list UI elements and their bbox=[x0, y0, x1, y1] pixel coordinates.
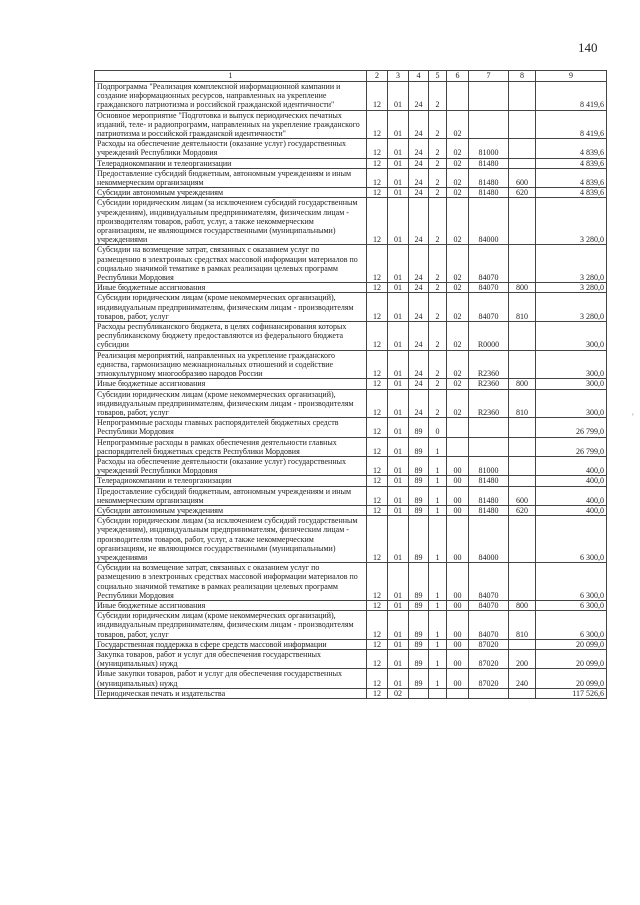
table-row bbox=[95, 600, 607, 610]
cell-direction: 81480 bbox=[469, 188, 509, 198]
cell-subsection: 01 bbox=[388, 139, 409, 158]
cell-subprogram: 1 bbox=[429, 476, 447, 486]
table-row bbox=[95, 293, 607, 322]
cell-main-activity: 02 bbox=[447, 188, 469, 198]
cell-program: 24 bbox=[409, 379, 429, 389]
table-row bbox=[95, 688, 607, 698]
cell-subprogram: 1 bbox=[429, 437, 447, 456]
cell-amount: 3 280,0 bbox=[536, 283, 607, 293]
cell-expense-type bbox=[509, 198, 536, 245]
cell-amount: 400,0 bbox=[536, 505, 607, 515]
cell-subsection: 01 bbox=[388, 110, 409, 139]
cell-subsection: 01 bbox=[388, 188, 409, 198]
cell-amount: 400,0 bbox=[536, 456, 607, 475]
cell-program: 89 bbox=[409, 437, 429, 456]
column-header-direction: 7 bbox=[469, 71, 509, 82]
cell-amount: 3 280,0 bbox=[536, 245, 607, 283]
cell-amount: 20 099,0 bbox=[536, 649, 607, 668]
cell-section: 12 bbox=[367, 505, 388, 515]
cell-subprogram: 1 bbox=[429, 649, 447, 668]
cell-main-activity: 02 bbox=[447, 322, 469, 351]
cell-section: 12 bbox=[367, 389, 388, 418]
cell-direction: R2360 bbox=[469, 350, 509, 379]
cell-name: Предоставление субсидий бюджетным, автономным учреждениям и иным некоммерческим организациям bbox=[95, 486, 367, 505]
cell-program: 89 bbox=[409, 639, 429, 649]
cell-subsection: 01 bbox=[388, 82, 409, 111]
cell-expense-type: 200 bbox=[509, 649, 536, 668]
cell-main-activity: 02 bbox=[447, 245, 469, 283]
cell-amount: 8 419,6 bbox=[536, 110, 607, 139]
cell-direction: R2360 bbox=[469, 379, 509, 389]
cell-expense-type: 810 bbox=[509, 293, 536, 322]
cell-subsection: 01 bbox=[388, 486, 409, 505]
cell-subsection: 01 bbox=[388, 389, 409, 418]
cell-subprogram: 2 bbox=[429, 158, 447, 168]
cell-section: 12 bbox=[367, 82, 388, 111]
cell-direction: 81480 bbox=[469, 486, 509, 505]
cell-program: 89 bbox=[409, 516, 429, 563]
cell-expense-type bbox=[509, 516, 536, 563]
cell-amount: 6 300,0 bbox=[536, 611, 607, 640]
cell-amount: 4 839,6 bbox=[536, 158, 607, 168]
cell-amount: 300,0 bbox=[536, 389, 607, 418]
cell-subsection: 01 bbox=[388, 516, 409, 563]
cell-subprogram: 0 bbox=[429, 418, 447, 437]
cell-section: 12 bbox=[367, 168, 388, 187]
table-row bbox=[95, 350, 607, 379]
table-row bbox=[95, 649, 607, 668]
cell-subprogram: 2 bbox=[429, 293, 447, 322]
cell-subprogram: 1 bbox=[429, 600, 447, 610]
table-row bbox=[95, 110, 607, 139]
cell-name: Телерадиокомпании и телеорганизации bbox=[95, 476, 367, 486]
cell-section: 12 bbox=[367, 649, 388, 668]
cell-subsection: 01 bbox=[388, 379, 409, 389]
cell-section: 12 bbox=[367, 456, 388, 475]
cell-direction: 84070 bbox=[469, 600, 509, 610]
table-header-row bbox=[95, 71, 607, 82]
cell-expense-type bbox=[509, 563, 536, 601]
cell-subsection: 01 bbox=[388, 322, 409, 351]
cell-amount: 6 300,0 bbox=[536, 563, 607, 601]
cell-subprogram: 2 bbox=[429, 168, 447, 187]
cell-subprogram: 2 bbox=[429, 379, 447, 389]
cell-expense-type bbox=[509, 158, 536, 168]
table-row bbox=[95, 389, 607, 418]
cell-main-activity bbox=[447, 688, 469, 698]
cell-name: Расходы на обеспечение деятельности (оказание услуг) государственных учреждений Республики Мордовия bbox=[95, 139, 367, 158]
cell-subprogram: 1 bbox=[429, 486, 447, 505]
cell-program: 24 bbox=[409, 389, 429, 418]
cell-expense-type: 240 bbox=[509, 669, 536, 688]
cell-subprogram: 1 bbox=[429, 563, 447, 601]
cell-subprogram: 1 bbox=[429, 456, 447, 475]
table-row bbox=[95, 139, 607, 158]
cell-subsection: 01 bbox=[388, 293, 409, 322]
cell-direction bbox=[469, 110, 509, 139]
page-number: 140 bbox=[578, 40, 598, 55]
cell-program bbox=[409, 688, 429, 698]
cell-section: 12 bbox=[367, 350, 388, 379]
cell-name: Иные бюджетные ассигнования bbox=[95, 283, 367, 293]
cell-program: 89 bbox=[409, 505, 429, 515]
cell-subprogram: 2 bbox=[429, 322, 447, 351]
cell-section: 12 bbox=[367, 245, 388, 283]
cell-section: 12 bbox=[367, 322, 388, 351]
cell-name: Предоставление субсидий бюджетным, автономным учреждениям и иным некоммерческим организациям bbox=[95, 168, 367, 187]
cell-name: Иные бюджетные ассигнования bbox=[95, 379, 367, 389]
cell-subsection: 01 bbox=[388, 437, 409, 456]
cell-direction: 81480 bbox=[469, 476, 509, 486]
cell-program: 89 bbox=[409, 456, 429, 475]
cell-subsection: 01 bbox=[388, 350, 409, 379]
cell-name: Расходы республиканского бюджета, в целях софинансирования которых республиканскому бюджету предоставляются из федерального бюджета субсидии bbox=[95, 322, 367, 351]
cell-direction: 84070 bbox=[469, 293, 509, 322]
cell-main-activity: 02 bbox=[447, 389, 469, 418]
cell-direction bbox=[469, 437, 509, 456]
cell-program: 89 bbox=[409, 418, 429, 437]
cell-program: 89 bbox=[409, 611, 429, 640]
scan-mark: ' bbox=[632, 412, 634, 422]
cell-direction: 84000 bbox=[469, 516, 509, 563]
table-row bbox=[95, 456, 607, 475]
table-row bbox=[95, 82, 607, 111]
cell-main-activity: 02 bbox=[447, 158, 469, 168]
cell-subprogram: 1 bbox=[429, 669, 447, 688]
cell-amount: 26 799,0 bbox=[536, 437, 607, 456]
cell-subsection: 01 bbox=[388, 456, 409, 475]
cell-subsection: 02 bbox=[388, 688, 409, 698]
cell-name: Субсидии юридическим лицам (за исключением субсидий государственным учреждениям), индивидуальным предпринимателям, физическим лицам - производителям товаров, работ, услуг, а также некоммерческим организациям, не являющимся государственными (муниципальными) учреждениями bbox=[95, 516, 367, 563]
table-row bbox=[95, 322, 607, 351]
cell-expense-type: 800 bbox=[509, 379, 536, 389]
cell-main-activity: 00 bbox=[447, 649, 469, 668]
table-row bbox=[95, 198, 607, 245]
cell-subsection: 01 bbox=[388, 505, 409, 515]
cell-main-activity: 00 bbox=[447, 505, 469, 515]
table-row bbox=[95, 486, 607, 505]
cell-program: 24 bbox=[409, 82, 429, 111]
cell-subsection: 01 bbox=[388, 158, 409, 168]
cell-subprogram: 2 bbox=[429, 82, 447, 111]
cell-subsection: 01 bbox=[388, 245, 409, 283]
cell-main-activity bbox=[447, 82, 469, 111]
cell-name: Субсидии юридическим лицам (кроме некоммерческих организаций), индивидуальным предпринимателям, физическим лицам - производителям товаров, работ, услуг bbox=[95, 611, 367, 640]
table-row bbox=[95, 437, 607, 456]
cell-main-activity: 02 bbox=[447, 379, 469, 389]
cell-main-activity: 02 bbox=[447, 198, 469, 245]
cell-direction bbox=[469, 688, 509, 698]
cell-name: Расходы на обеспечение деятельности (оказание услуг) государственных учреждений Республики Мордовия bbox=[95, 456, 367, 475]
cell-subprogram: 1 bbox=[429, 611, 447, 640]
column-header-name: 1 bbox=[95, 71, 367, 82]
table-body bbox=[95, 82, 607, 699]
cell-section: 12 bbox=[367, 293, 388, 322]
cell-subprogram bbox=[429, 688, 447, 698]
cell-amount: 300,0 bbox=[536, 322, 607, 351]
cell-expense-type bbox=[509, 350, 536, 379]
cell-amount: 300,0 bbox=[536, 350, 607, 379]
cell-program: 24 bbox=[409, 198, 429, 245]
cell-subprogram: 2 bbox=[429, 110, 447, 139]
cell-program: 24 bbox=[409, 245, 429, 283]
cell-expense-type bbox=[509, 82, 536, 111]
cell-program: 89 bbox=[409, 486, 429, 505]
budget-table bbox=[94, 70, 607, 699]
cell-subsection: 01 bbox=[388, 283, 409, 293]
cell-section: 12 bbox=[367, 188, 388, 198]
cell-expense-type bbox=[509, 639, 536, 649]
cell-name: Субсидии автономным учреждениям bbox=[95, 188, 367, 198]
column-header-program: 4 bbox=[409, 71, 429, 82]
table-row bbox=[95, 505, 607, 515]
cell-section: 12 bbox=[367, 158, 388, 168]
cell-name: Субсидии автономным учреждениям bbox=[95, 505, 367, 515]
column-header-expense-type: 8 bbox=[509, 71, 536, 82]
cell-section: 12 bbox=[367, 139, 388, 158]
cell-name: Субсидии юридическим лицам (за исключением субсидий государственным учреждениям), индивидуальным предпринимателям, физическим лицам - производителям товаров, работ, услуг, а также некоммерческим организациям, не являющимся государственными (муниципальными) учреждениями bbox=[95, 198, 367, 245]
cell-name: Телерадиокомпании и телеорганизации bbox=[95, 158, 367, 168]
cell-subprogram: 1 bbox=[429, 639, 447, 649]
cell-section: 12 bbox=[367, 476, 388, 486]
cell-main-activity: 00 bbox=[447, 456, 469, 475]
table-row bbox=[95, 379, 607, 389]
cell-direction: 84070 bbox=[469, 245, 509, 283]
cell-name: Иные бюджетные ассигнования bbox=[95, 600, 367, 610]
cell-program: 24 bbox=[409, 158, 429, 168]
cell-subprogram: 2 bbox=[429, 389, 447, 418]
cell-amount: 4 839,6 bbox=[536, 188, 607, 198]
cell-expense-type: 800 bbox=[509, 600, 536, 610]
cell-direction: 81000 bbox=[469, 456, 509, 475]
cell-expense-type: 800 bbox=[509, 283, 536, 293]
cell-expense-type: 620 bbox=[509, 505, 536, 515]
cell-program: 24 bbox=[409, 168, 429, 187]
table-row bbox=[95, 516, 607, 563]
cell-main-activity bbox=[447, 418, 469, 437]
cell-subsection: 01 bbox=[388, 418, 409, 437]
cell-program: 24 bbox=[409, 322, 429, 351]
cell-expense-type: 620 bbox=[509, 188, 536, 198]
cell-main-activity: 02 bbox=[447, 139, 469, 158]
cell-main-activity: 00 bbox=[447, 516, 469, 563]
cell-subsection: 01 bbox=[388, 649, 409, 668]
cell-amount: 20 099,0 bbox=[536, 669, 607, 688]
cell-amount: 6 300,0 bbox=[536, 516, 607, 563]
cell-subsection: 01 bbox=[388, 600, 409, 610]
cell-amount: 117 526,6 bbox=[536, 688, 607, 698]
cell-amount: 4 839,6 bbox=[536, 139, 607, 158]
cell-section: 12 bbox=[367, 198, 388, 245]
cell-subsection: 01 bbox=[388, 168, 409, 187]
cell-main-activity: 00 bbox=[447, 600, 469, 610]
cell-amount: 300,0 bbox=[536, 379, 607, 389]
cell-amount: 400,0 bbox=[536, 486, 607, 505]
table-row bbox=[95, 563, 607, 601]
cell-subprogram: 2 bbox=[429, 350, 447, 379]
cell-main-activity: 02 bbox=[447, 168, 469, 187]
cell-direction: 81480 bbox=[469, 168, 509, 187]
cell-subprogram: 2 bbox=[429, 139, 447, 158]
cell-direction: R0000 bbox=[469, 322, 509, 351]
cell-section: 12 bbox=[367, 611, 388, 640]
cell-subsection: 01 bbox=[388, 639, 409, 649]
cell-name: Реализация мероприятий, направленных на укрепление гражданского единства, гармонизацию межнациональных отношений и содействие этнокультурному многообразию народов России bbox=[95, 350, 367, 379]
cell-main-activity: 00 bbox=[447, 476, 469, 486]
column-header-section: 2 bbox=[367, 71, 388, 82]
cell-section: 12 bbox=[367, 379, 388, 389]
cell-name: Субсидии юридическим лицам (кроме некоммерческих организаций), индивидуальным предпринимателям, физическим лицам - производителям товаров, работ, услуг bbox=[95, 389, 367, 418]
cell-direction: 84070 bbox=[469, 563, 509, 601]
cell-main-activity: 00 bbox=[447, 486, 469, 505]
cell-main-activity: 00 bbox=[447, 611, 469, 640]
table-row bbox=[95, 168, 607, 187]
cell-subsection: 01 bbox=[388, 611, 409, 640]
cell-name: Субсидии на возмещение затрат, связанных с оказанием услуг по размещению в электронных средствах массовой информации материалов по социально значимой тематике в рамках реализации целевых программ Республики Мордовия bbox=[95, 245, 367, 283]
cell-section: 12 bbox=[367, 110, 388, 139]
cell-expense-type bbox=[509, 139, 536, 158]
cell-main-activity: 02 bbox=[447, 350, 469, 379]
column-header-amount: 9 bbox=[536, 71, 607, 82]
column-header-main-activity: 6 bbox=[447, 71, 469, 82]
cell-subsection: 01 bbox=[388, 476, 409, 486]
cell-program: 89 bbox=[409, 476, 429, 486]
cell-direction: 87020 bbox=[469, 639, 509, 649]
cell-expense-type bbox=[509, 110, 536, 139]
cell-section: 12 bbox=[367, 437, 388, 456]
cell-expense-type: 810 bbox=[509, 389, 536, 418]
cell-subsection: 01 bbox=[388, 669, 409, 688]
cell-main-activity: 00 bbox=[447, 563, 469, 601]
cell-subsection: 01 bbox=[388, 563, 409, 601]
table-row bbox=[95, 639, 607, 649]
cell-direction bbox=[469, 82, 509, 111]
cell-expense-type bbox=[509, 437, 536, 456]
cell-program: 89 bbox=[409, 649, 429, 668]
cell-main-activity: 02 bbox=[447, 110, 469, 139]
cell-section: 12 bbox=[367, 563, 388, 601]
cell-direction: 87020 bbox=[469, 649, 509, 668]
cell-name: Подпрограмма "Реализация комплексной информационной кампании и создание информационных ресурсов, направленных на укрепление гражданского патриотизма и российской гражданской идентичности" bbox=[95, 82, 367, 111]
column-header-subprogram: 5 bbox=[429, 71, 447, 82]
cell-program: 89 bbox=[409, 669, 429, 688]
table-row bbox=[95, 476, 607, 486]
table-row bbox=[95, 245, 607, 283]
cell-expense-type bbox=[509, 456, 536, 475]
cell-direction: 84070 bbox=[469, 611, 509, 640]
cell-direction bbox=[469, 418, 509, 437]
cell-name: Субсидии юридическим лицам (кроме некоммерческих организаций), индивидуальным предпринимателям, физическим лицам - производителям товаров, работ, услуг bbox=[95, 293, 367, 322]
cell-expense-type bbox=[509, 688, 536, 698]
cell-name: Государственная поддержка в сфере средств массовой информации bbox=[95, 639, 367, 649]
cell-amount: 3 280,0 bbox=[536, 198, 607, 245]
column-header-subsection: 3 bbox=[388, 71, 409, 82]
cell-direction: 84070 bbox=[469, 283, 509, 293]
cell-expense-type bbox=[509, 245, 536, 283]
cell-main-activity bbox=[447, 437, 469, 456]
table-row bbox=[95, 611, 607, 640]
cell-expense-type bbox=[509, 418, 536, 437]
cell-amount: 20 099,0 bbox=[536, 639, 607, 649]
cell-name: Субсидии на возмещение затрат, связанных с оказанием услуг по размещению в электронных средствах массовой информации материалов по социально значимой тематике в рамках реализации целевых программ Республики Мордовия bbox=[95, 563, 367, 601]
cell-program: 24 bbox=[409, 110, 429, 139]
cell-main-activity: 02 bbox=[447, 283, 469, 293]
cell-expense-type bbox=[509, 476, 536, 486]
cell-section: 12 bbox=[367, 688, 388, 698]
cell-amount: 8 419,6 bbox=[536, 82, 607, 111]
cell-expense-type: 600 bbox=[509, 168, 536, 187]
cell-section: 12 bbox=[367, 669, 388, 688]
table-row bbox=[95, 418, 607, 437]
cell-direction: 81480 bbox=[469, 158, 509, 168]
table-row bbox=[95, 669, 607, 688]
cell-name: Основное мероприятие "Подготовка и выпуск периодических печатных изданий, теле- и радиопрограмм, направленных на укрепление гражданского патриотизма и российской гражданской идентичности" bbox=[95, 110, 367, 139]
cell-expense-type bbox=[509, 322, 536, 351]
cell-section: 12 bbox=[367, 283, 388, 293]
table-row bbox=[95, 283, 607, 293]
cell-main-activity: 00 bbox=[447, 669, 469, 688]
cell-subprogram: 2 bbox=[429, 245, 447, 283]
cell-section: 12 bbox=[367, 486, 388, 505]
cell-program: 24 bbox=[409, 188, 429, 198]
cell-expense-type: 810 bbox=[509, 611, 536, 640]
cell-subprogram: 2 bbox=[429, 283, 447, 293]
cell-subprogram: 2 bbox=[429, 198, 447, 245]
cell-expense-type: 600 bbox=[509, 486, 536, 505]
cell-direction: 84000 bbox=[469, 198, 509, 245]
cell-program: 24 bbox=[409, 293, 429, 322]
cell-subprogram: 1 bbox=[429, 516, 447, 563]
cell-name: Непрограммные расходы главных распорядителей бюджетных средств Республики Мордовия bbox=[95, 418, 367, 437]
cell-amount: 3 280,0 bbox=[536, 293, 607, 322]
cell-direction: R2360 bbox=[469, 389, 509, 418]
cell-name: Непрограммные расходы в рамках обеспечения деятельности главных распорядителей бюджетных средств Республики Мордовия bbox=[95, 437, 367, 456]
table-row bbox=[95, 188, 607, 198]
cell-name: Иные закупки товаров, работ и услуг для обеспечения государственных (муниципальных) нужд bbox=[95, 669, 367, 688]
cell-amount: 400,0 bbox=[536, 476, 607, 486]
cell-subprogram: 2 bbox=[429, 188, 447, 198]
cell-amount: 4 839,6 bbox=[536, 168, 607, 187]
cell-name: Периодическая печать и издательства bbox=[95, 688, 367, 698]
cell-section: 12 bbox=[367, 600, 388, 610]
cell-direction: 81480 bbox=[469, 505, 509, 515]
cell-subprogram: 1 bbox=[429, 505, 447, 515]
cell-program: 24 bbox=[409, 283, 429, 293]
cell-amount: 26 799,0 bbox=[536, 418, 607, 437]
cell-section: 12 bbox=[367, 639, 388, 649]
cell-amount: 6 300,0 bbox=[536, 600, 607, 610]
cell-program: 24 bbox=[409, 139, 429, 158]
cell-name: Закупка товаров, работ и услуг для обеспечения государственных (муниципальных) нужд bbox=[95, 649, 367, 668]
table-row bbox=[95, 158, 607, 168]
cell-section: 12 bbox=[367, 516, 388, 563]
cell-main-activity: 02 bbox=[447, 293, 469, 322]
cell-main-activity: 00 bbox=[447, 639, 469, 649]
cell-program: 89 bbox=[409, 563, 429, 601]
cell-section: 12 bbox=[367, 418, 388, 437]
cell-direction: 81000 bbox=[469, 139, 509, 158]
cell-program: 24 bbox=[409, 350, 429, 379]
cell-direction: 87020 bbox=[469, 669, 509, 688]
cell-program: 89 bbox=[409, 600, 429, 610]
cell-subsection: 01 bbox=[388, 198, 409, 245]
